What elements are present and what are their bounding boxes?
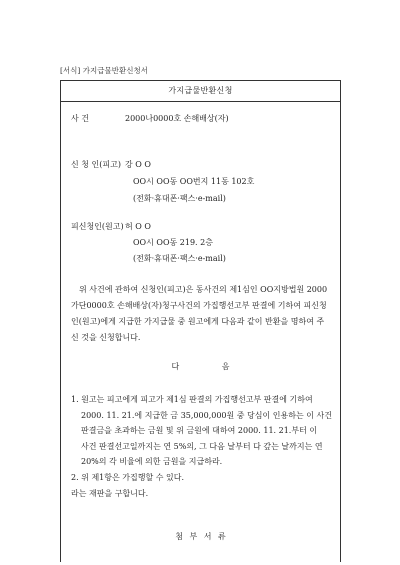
section-heading: 다 음	[171, 362, 250, 371]
attachments-heading: 첨 부 서 류	[175, 532, 228, 541]
intro-line: 가단0000호 손해배상(자)청구사건의 가집행선고부 판결에 기하여 피신청	[71, 301, 327, 310]
document-frame	[60, 80, 341, 562]
applicant-contact: (전화·휴대폰·팩스·e-mail)	[133, 194, 226, 203]
document-title: 가지급물반환신청	[61, 81, 340, 102]
item-line: 라는 재판을 구합니다.	[71, 489, 149, 498]
respondent-label: 피신청인(원고)	[71, 222, 124, 231]
item-line: 2. 위 제1항은 가집행할 수 있다.	[71, 473, 184, 482]
case-label: 사 건	[71, 114, 89, 123]
applicant-row	[71, 160, 330, 171]
applicant-address: OO시 OO동 OO번지 11동 102호	[133, 177, 255, 186]
intro-line: 신 것을 신청합니다.	[71, 333, 141, 342]
form-label: [서식] 가지급물반환신청서	[60, 66, 148, 75]
intro-paragraph	[71, 282, 330, 346]
case-value: 2000나0000호 손해배상(자)	[125, 114, 229, 123]
item-line: 2000. 11. 21.에 지급한 금 35,000,000원 중 당심이 인용하는 이 사건	[81, 410, 332, 420]
list-item	[71, 392, 332, 470]
list-item	[71, 470, 332, 486]
respondent-contact: (전화·휴대폰·팩스·e-mail)	[133, 254, 226, 263]
item-line: 판결금을 초과하는 금원 및 위 금원에 대하여 2000. 11. 21.부터 이	[81, 426, 318, 435]
respondent-name: 허 O O	[125, 222, 151, 231]
applicant-name: 강 O O	[125, 160, 151, 169]
respondent-row	[71, 222, 330, 233]
intro-line: 위 사건에 관하여 신청인(피고)은 동사건의 제1심인 OO지방법원 2000	[79, 285, 328, 294]
list-item	[71, 486, 332, 502]
applicant-label: 신 청 인(피고)	[71, 160, 121, 169]
item-line: 1. 원고는 피고에게 피고가 제1심 판결의 가집행선고부 판결에 기하여	[71, 395, 313, 404]
item-line: 20%의 각 비율에 의한 금원을 지급하라.	[81, 457, 223, 466]
respondent-address: OO시 OO동 219. 2층	[133, 238, 213, 247]
case-row	[71, 114, 330, 125]
item-line: 사건 판결선고일까지는 연 5%의, 그 다음 날부터 다 갚는 날까지는 연	[81, 441, 323, 451]
intro-line: 인(원고)에게 지급한 가지급물 중 원고에게 다음과 같이 반환을 명하여 주	[71, 317, 325, 326]
